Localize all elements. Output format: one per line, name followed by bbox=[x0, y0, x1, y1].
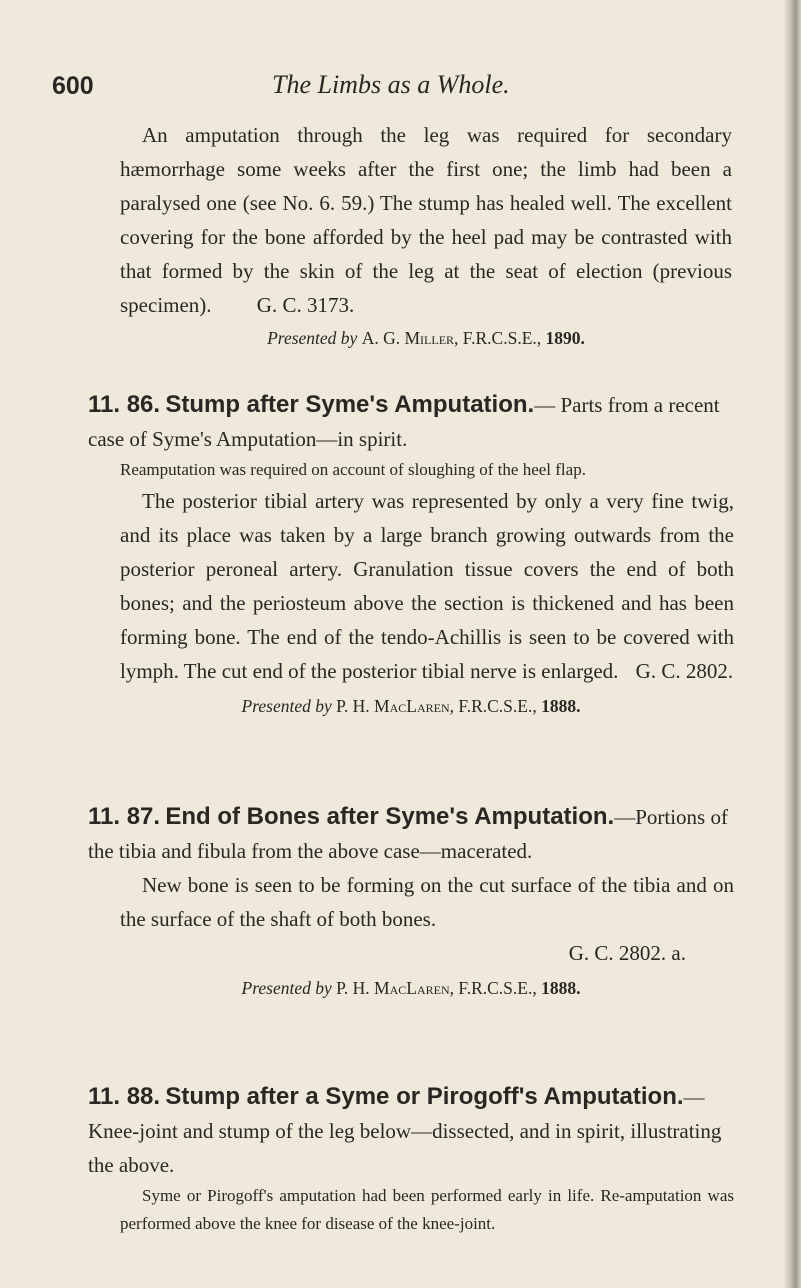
entry-heading bbox=[88, 388, 734, 456]
entry-11-87 bbox=[88, 800, 734, 999]
presenter-name: A. G. Miller, F.R.C.S.E., bbox=[361, 328, 542, 348]
entry-title: Stump after a Syme or Pirogoff's Amputation. bbox=[165, 1083, 684, 1110]
page-edge-shadow bbox=[783, 0, 801, 1288]
entry-title: Stump after Syme's Amputation. bbox=[165, 391, 535, 418]
intro-text: An amputation through the leg was required for secondary hæmorrhage some weeks after the first one; the limb had been a paralysed one (see No. 6. 59.) The stump has healed well. The excellent covering for the bone afforded by the heel pad may be contrasted with that formed by the skin of the leg at the seat of election (previous specimen). bbox=[120, 123, 732, 317]
presenter-label: Presented by bbox=[241, 696, 332, 716]
entry-note: Syme or Pirogoff's amputation had been performed early in life. Re-amputation was performed above the knee for disease of the knee-joint. bbox=[120, 1186, 734, 1233]
entry-11-86 bbox=[88, 388, 734, 717]
entry-heading bbox=[88, 1080, 734, 1182]
entry-heading bbox=[88, 800, 734, 868]
intro-block bbox=[120, 118, 732, 349]
entry-lead: — Parts from a recent case of Syme's Amputation—in spirit. bbox=[88, 393, 720, 451]
entry-paragraph: New bone is seen to be forming on the cut surface of the tibia and on the surface of the shaft of both bones. bbox=[120, 873, 734, 931]
entry-ref: G. C. 2802. bbox=[635, 659, 734, 683]
entry-number: 11. 86. bbox=[88, 391, 161, 418]
entry-ref: G. C. 2802. a. bbox=[568, 941, 686, 965]
entry-number: 11. 88. bbox=[88, 1083, 161, 1110]
presenter-label: Presented by bbox=[241, 978, 332, 998]
page-number: 600 bbox=[52, 72, 94, 100]
entry-presenter bbox=[88, 978, 734, 999]
presenter-year: 1888. bbox=[541, 978, 581, 998]
entry-presenter bbox=[88, 696, 734, 717]
entry-number: 11. 87. bbox=[88, 803, 161, 830]
intro-presenter bbox=[120, 328, 732, 349]
running-title: The Limbs as a Whole. bbox=[272, 70, 510, 99]
presenter-year: 1890. bbox=[545, 328, 585, 348]
entry-title: End of Bones after Syme's Amputation. bbox=[165, 803, 615, 830]
entry-text: The posterior tibial artery was represented by only a very fine twig, and its place was taken by a large branch growing outwards from the posterior peroneal artery. Granulation tissue covers the end of both bones; and the periosteum above the section is thickened and has been forming bone. The end of the tendo-Achillis is seen to be covered with lymph. The cut end of the posterior tibial nerve is enlarged. bbox=[120, 489, 734, 683]
intro-paragraph bbox=[120, 118, 732, 322]
entry-lead: —Portions of the tibia and fibula from the above case—macerated. bbox=[88, 805, 728, 863]
page-header bbox=[52, 72, 752, 108]
intro-ref: G. C. 3173. bbox=[256, 293, 355, 317]
entry-paragraph bbox=[88, 484, 734, 688]
entry-11-88 bbox=[88, 1080, 734, 1238]
presenter-name: P. H. MacLaren, F.R.C.S.E., bbox=[336, 696, 537, 716]
entry-lead: — Knee-joint and stump of the leg below—dissected, and in spirit, illustrating the above. bbox=[88, 1085, 722, 1177]
presenter-name: P. H. MacLaren, F.R.C.S.E., bbox=[336, 978, 537, 998]
presenter-year: 1888. bbox=[541, 696, 581, 716]
entry-note: Reamputation was required on account of sloughing of the heel flap. bbox=[120, 460, 586, 479]
presenter-label: Presented by bbox=[267, 328, 358, 348]
